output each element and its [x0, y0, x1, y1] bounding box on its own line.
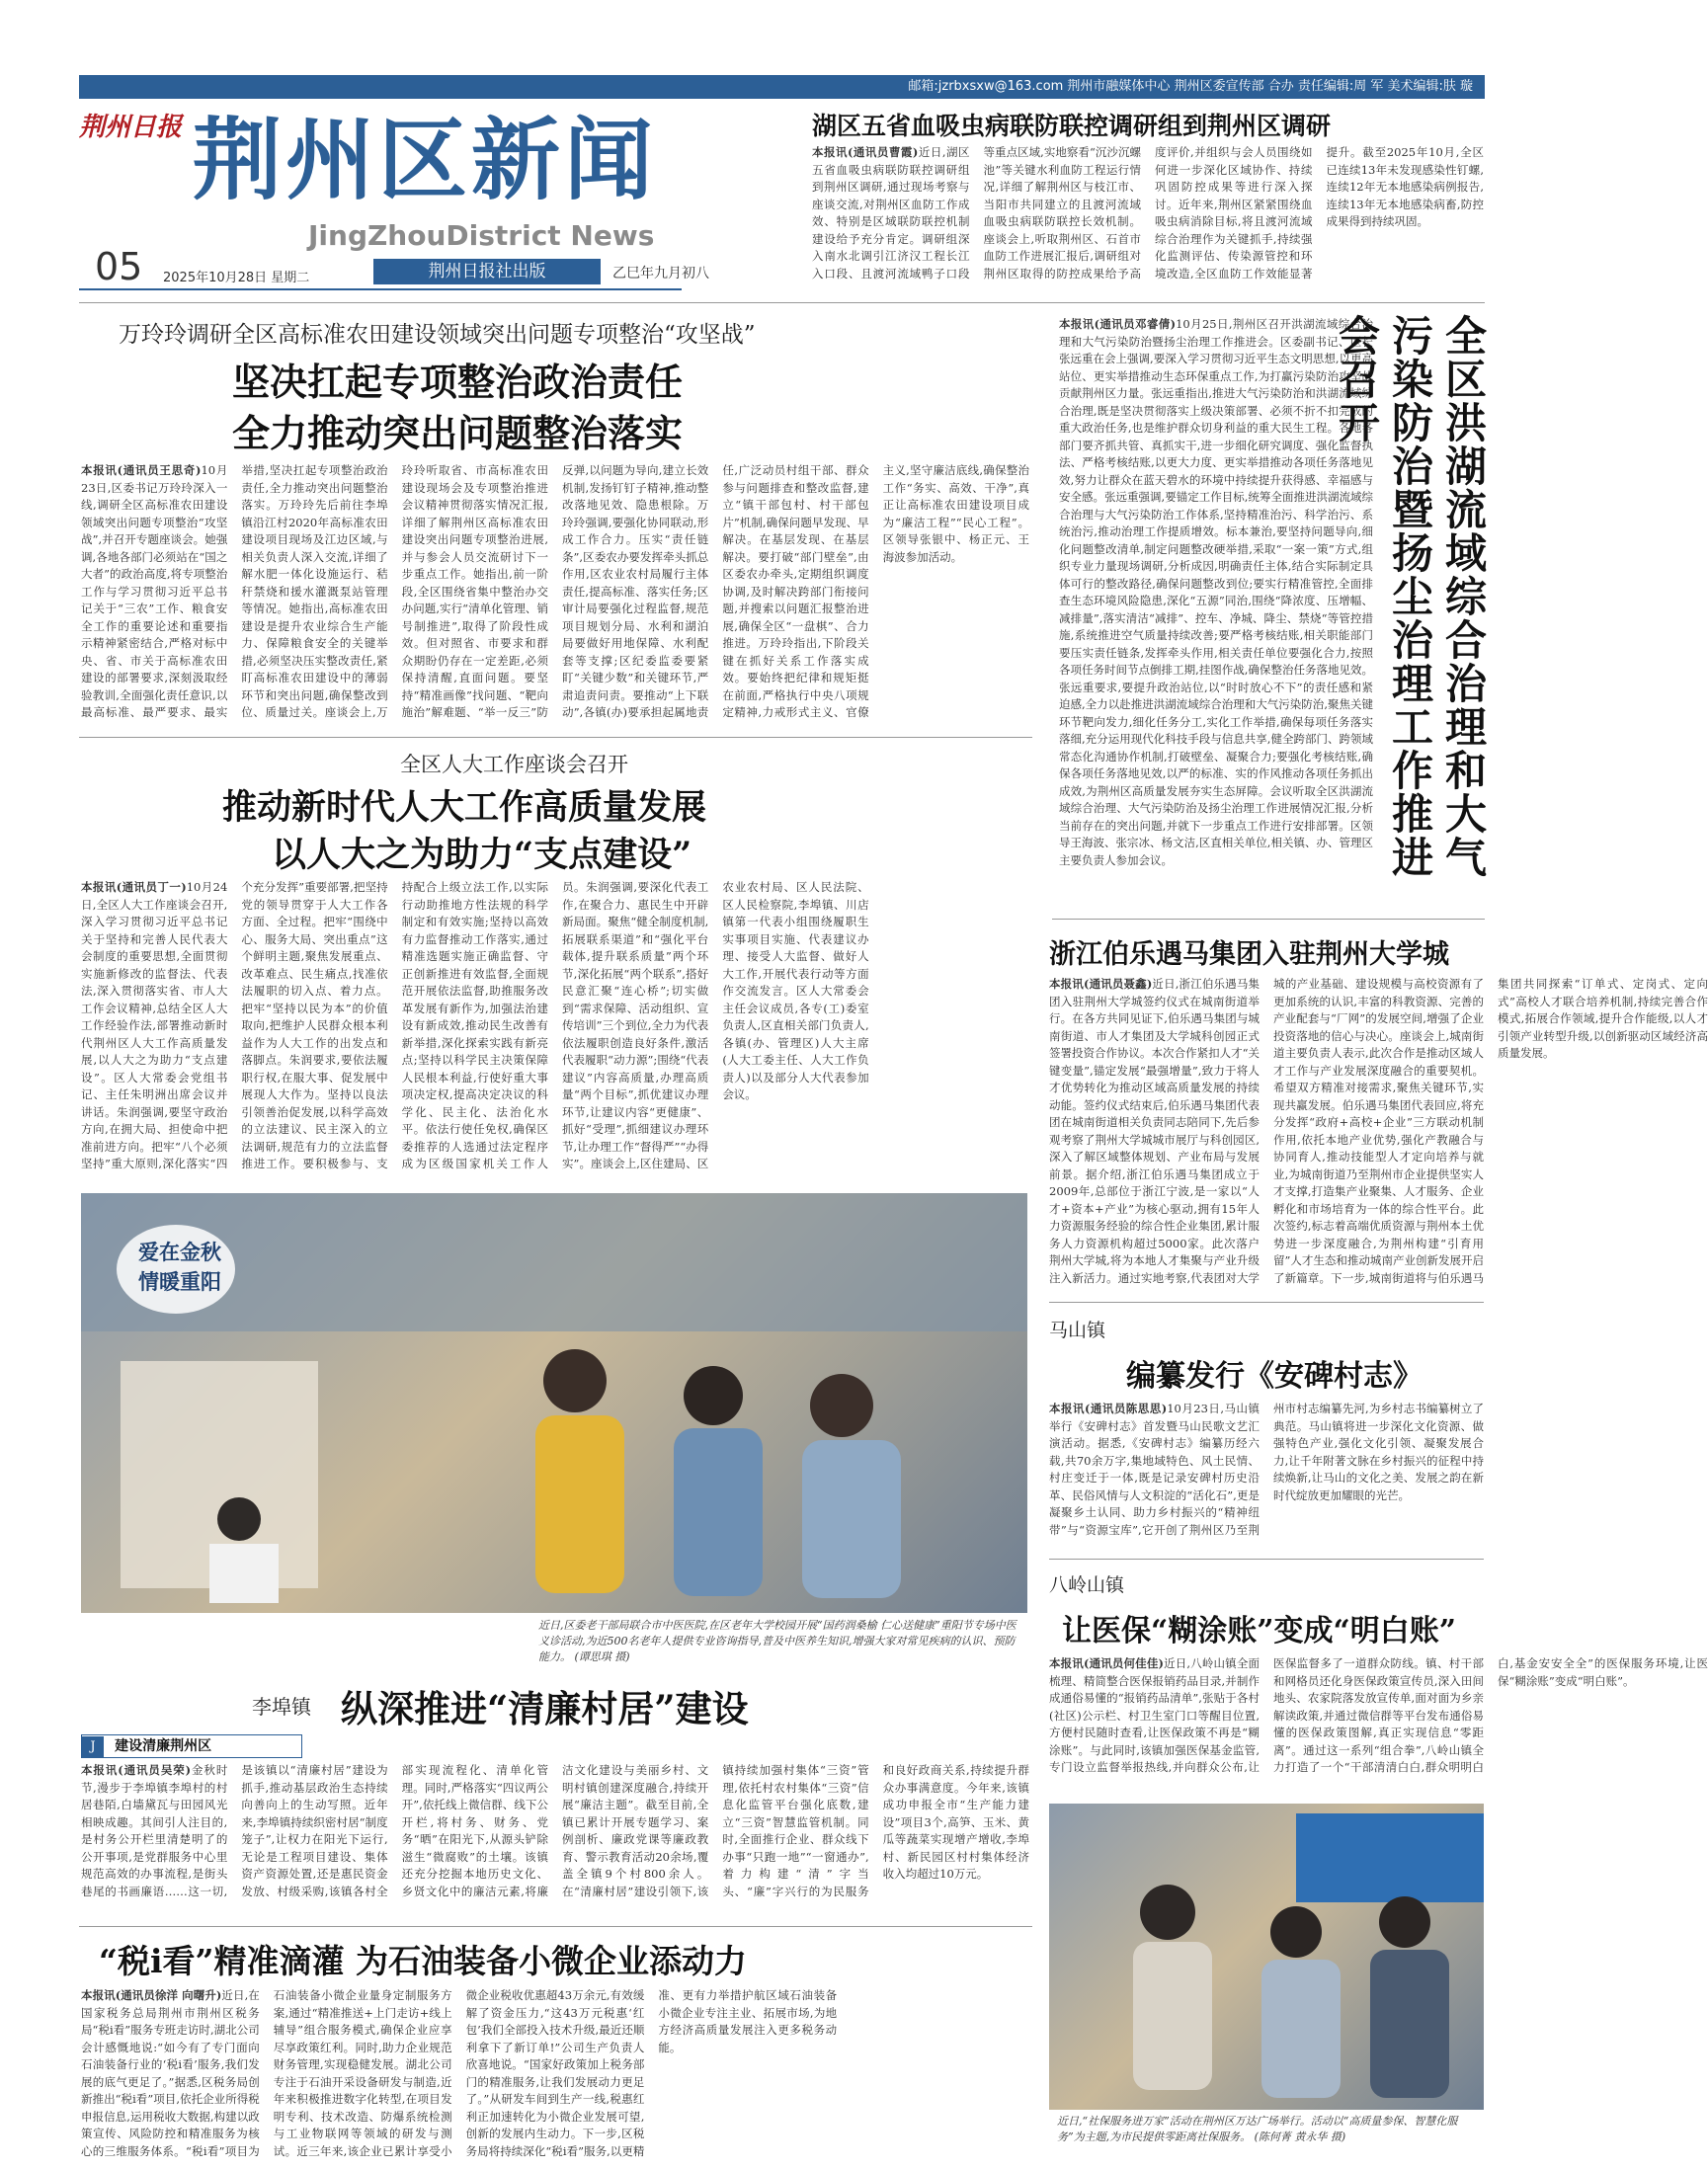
npc-lead: 本报讯(通讯员丁一) [81, 880, 187, 894]
ecology-title: 全区洪湖流域综合治理和大气污染防治暨扬尘治理工作推进会召开 [1333, 314, 1488, 879]
divider [79, 737, 1032, 738]
lipu-text: 金秋时节,漫步于李埠镇李埠村的村居巷陌,白墙黛瓦与田园风光相映成趣。其间引人注目的,是村务公开栏里清楚明了的公开事项,是党群服务中心里规范高效的办事流程,是街头巷尾的书画廉语……这一切,是该镇以“清廉村居”建设为抓手,推动基层政治生态持续向善向上的生动写照。近年来,李埠镇持续织密村居“制度笼子”,让权力在阳光下运行,无论是工程项目建设、集体资产资源处置,还是惠民资金发放、村级采购,该镇各村全部实现流程化、清单化管理。同时,严格落实“四议两公开”,依托线上微信群、线下公开栏,将村务、财务、党务“晒”在阳光下,从源头铲除滋生“微腐败”的土壤。该镇还充分挖掘本地历史文化、乡贤文化中的廉洁元素,将廉洁文化建设与美丽乡村、文明村镇创建深度融合,持续开展“廉洁主题”。截至目前,全镇已累计开展专题学习、案例剖析、廉政党课等廉政教育、警示教育活动20余场,覆盖全镇9个村800余人。在“清廉村居”建设引领下,该镇持续加强村集体“三资”管理,依托村农村集体“三资”信息化监管平台强化底数,建立“三资”智慧监管机制。同时,全面推行企业、群众线下办事“只跑一地”“一窗通办”,着力构建“清”字当头、“廉”字兴行的为民服务和良好政商关系,持续提升群众办事满意度。今年来,该镇成功申报全市“生产能力建设”项目3个,高笋、玉米、黄瓜等蔬菜实现增产增收,李埠村、新民园区村村集体经济收入均超过10万元。 [81, 1763, 1029, 1898]
newspaper-brand: 荆州日报 [79, 113, 183, 142]
photo-social-security [1049, 1804, 1484, 2110]
divider [79, 302, 1485, 303]
page-title-en: JingZhouDistrict News [308, 219, 655, 252]
balingshan-lead: 本报讯(通讯员何佳佳) [1049, 1656, 1164, 1670]
mashan-body [1049, 1401, 1484, 1549]
lunar-date: 乙巳年九月初八 [612, 266, 709, 281]
zhejiang-title: 浙江伯乐遇马集团入驻荆州大学城 [1049, 939, 1449, 970]
schisto-lead: 本报讯(通讯员曹霞) [812, 145, 919, 159]
lipu-title: 纵深推进“清廉村居”建设 [341, 1687, 749, 1730]
farmland-title-1: 坚决扛起专项整治政治责任 [232, 360, 684, 404]
ecology-lead: 本报讯(通讯员邓睿倩) [1059, 317, 1177, 331]
tax-title: “税i看”精准滴灌 为石油装备小微企业添动力 [99, 1942, 747, 1980]
farmland-kicker: 万玲玲调研全区高标准农田建设领域突出问题专项整治“攻坚战” [119, 322, 756, 348]
lipu-town: 李埠镇 [252, 1695, 311, 1719]
column-badge [81, 1734, 302, 1758]
tax-text: 近日,在国家税务总局荆州市荆州区税务局“税i看”服务专班走访时,湖北公司会计感慨地说:“如今有了专门面向石油装备行业的‘税i看’服务,我们发展的底气更足了。”据悉,区税务局创新推出“税i看”项目,依托企业所得税申报信息,运用税收大数据,构建以政策宣传、风险防控和精准服务为核心的三维服务体系。“税i看”项目为石油装备小微企业量身定制服务方案,通过“精准推送+上门走访+线上辅导”组合服务模式,确保企业应享尽享政策红利。同时,助力企业规范财务管理,实现稳健发展。湖北公司专注于石油开采设备研发与制造,近年来积极推进数字化转型,在项目发明专利、技术改造、防爆系统检测与工业物联网等领域的研发与测试。近三年来,该企业已累计享受小微企业税收优惠超43万余元,有效缓解了资金压力,“这43万元税惠‘红包’我们全部投入技术升级,最近还顺利拿下了新订单!”公司生产负责人欣喜地说。“国家好政策加上税务部门的精准服务,让我们发展动力更足了。”从研发车间到生产一线,税惠红利正加速转化为小微企业发展可望,创新的发展内生动力。下一步,区税务局将持续深化“税i看”服务,以更精准、更有力举措护航区域石油装备小微企业专注主业、拓展市场,为地方经济高质量发展注入更多税务动能。 [81, 1988, 838, 2158]
divider [1049, 1302, 1484, 1303]
page-number: 05 [95, 245, 143, 288]
bottom-photo-caption-text: 近日,“社保服务进万家”活动在荆州区万达广场举行。活动以“高质量参保、智慧化服务”为主题,为市民提供零距离社保服务。 [1057, 2115, 1458, 2143]
publisher-badge: 荆州日报社出版 [373, 259, 601, 284]
divider [1049, 1559, 1484, 1560]
zhejiang-body [1049, 976, 1708, 1292]
lipu-body [81, 1762, 1029, 1916]
photo-illustration [1049, 1804, 1484, 2110]
photo-caption [538, 1618, 1022, 1671]
npc-kicker: 全区人大工作座谈会召开 [400, 753, 628, 776]
balingshan-text: 近日,八岭山镇全面梳理、精简整合医保报销药品目录,并制作成通俗易懂的“报销药品清单”,张贴于各村(社区)公示栏、村卫生室门口等醒目位置,方便村民随时查看,让医保政策不再是“糊涂账”。与此同时,该镇加强医保基金监管,专门设立监督举报热线,并向群众公布,让医保监督多了一道群众防线。镇、村干部和网格员还化身医保政策宣传员,深入田间地头、农家院落发放宣传单,面对面为乡亲解读政策,并通过微信群等平台发布通俗易懂的医保政策图解,真正实现信息“零距离”。通过这一系列“组合拳”,八岭山镇全力打造了一个“干部清清白白,群众明明白白,基金安安全全”的医保服务环境,让医保“糊涂账”变成“明白账”。 [1049, 1656, 1708, 1774]
bottom-photo-caption [1057, 2114, 1482, 2157]
zhejiang-text: 近日,浙江伯乐遇马集团入驻荆州大学城签约仪式在城南街道举行。在各方共同见证下,伯乐遇马集团与城南街道、市人才集团及大学城科创园正式签署投资合作协议。本次合作紧扣人才“关键变量”,锚定发展“最强增量”,致力于将人才优势转化为推动区域高质量发展的持续动能。签约仪式结束后,伯乐遇马集团代表团在城南街道相关负责同志陪同下,先后参观考察了荆州大学城城市展厅与科创园区,深入了解区域整体规划、产业布局与发展前景。据介绍,浙江伯乐遇马集团成立于2009年,总部位于浙江宁波,是一家以“人才+资本+产业”为核心驱动,拥有15年人力资源服务经验的综合性企业集团,累计服务人力资源机构超过5000家。此次落户荆州大学城,将为本地人才集聚与产业升级注入新活力。通过实地考察,代表团对大学城的产业基础、建设规模与高校资源有了更加系统的认识,丰富的科教资源、完善的产业配套与“厂网”的发展空间,增强了企业投资落地的信心与决心。座谈会上,城南街道主要负责人表示,此次合作是推动区域人才工作与产业发展深度融合的重要契机。希望双方精准对接需求,聚焦关键环节,实现共赢发展。伯乐遇马集团代表回应,将充分发挥“政府+高校+企业”三方联动机制作用,依托本地产业优势,强化产教融合与协同育人,推动技能型人才定向培养与就业,为城南街道乃至荆州市企业提供坚实人才支撑,打造集产业聚集、人才服务、企业孵化和市场培育为一体的综合性平台。此次签约,标志着高端优质资源与荆州本土优势进一步深度融合,为荆州构建“引育用留”人才生态和推动城南产业创新发展开启了新篇章。下一步,城南街道将与伯乐遇马集团共同探索“订单式、定岗式、定向式”高校人才联合培养机制,持续完善合作模式,拓展合作领域,提升合作能级,以人才引领产业转型升级,以创新驱动区域经济高质量发展。 [1049, 977, 1708, 1285]
photo-caption-text: 近日,区委老干部局联合市中医医院,在区老年大学校园开展“国药润桑榆 仁心送健康”重阳节专场中医义诊活动,为近500名老年人提供专业咨询指导,普及中医养生知识,增强大家对常见疾病的认识、预防能力。 [538, 1619, 1017, 1663]
divider [79, 1926, 1032, 1927]
npc-text: 10月24日,全区人大工作座谈会召开,深入学习贯彻习近平总书记关于坚持和完善人民代表大会制度的重要思想,全面贯彻实施新修改的监督法、代表法,深入贯彻落实省、市人大工作会议精神,总结全区人大工作经验作法,部署推动新时代荆州区人大工作高质量发展,以人大之为助力“支点建设”。区人大常委会党组书记、主任朱明洲出席会议并讲话。朱润强调,要坚守政治方向,在拥大局、担使命中把准前进方向。把牢“八个必须坚持”重大原则,深化落实“四个充分发挥”重要部署,把坚持党的领导贯穿于人大工作各方面、全过程。把牢“围绕中心、服务大局、突出重点”这个鲜明主题,聚焦发展重点、改革难点、民生痛点,找准依法履职的切入点、着力点。把牢“坚持以民为本”的价值取向,把维护人民群众根本利益作为人大工作的出发点和落脚点。朱润要求,要依法履职行权,在服大事、促发展中展现人大作为。坚持以良法引领善治促发展,以科学高效的立法建议、民主深入的立法调研,规范有力的立法监督推进工作。要积极参与、支持配合上级立法工作,以实际行动助推地方性法规的科学制定和有效实施;坚持以高效有力监督推动工作落实,通过精准选题实施正确监督、守正创新推进有效监督,全面规范开展依法监督,助推服务改革发展有新作为,加强法治建设有新成效,推动民生改善有新举措,深化探索实践有新亮点;坚持以科学民主决策保障人民根本利益,行使好重大事项决定权,提高决定决议的科学化、民主化、法治化水平。依法行使任免权,确保区委推荐的人选通过法定程序成为区级国家机关工作人员。朱润强调,要深化代表工作,在聚合力、惠民生中开辟新局面。聚焦“健全制度机制,拓展联系渠道”和“强化平台载体,提升联系质量”两个环节,深化拓展“两个联系”,搭好民意汇聚“连心桥”;切实做到“需求保障、活动组织、宣传培训”三个到位,全力为代表依法履职创造良好条件,激活代表履职“动力源”;围绕“代表建议”内容高质量,办理高质量“两个目标”,抓优建议办理环节,让建议内容“更健康”、抓好“受理”,抓细建议办理环节,让办理工作“督得严”“办得实”。座谈会上,区住建局、区农业农村局、区人民法院、区人民检察院,李埠镇、川店镇第一代表小组围绕履职生实事项目实施、代表建议办理、接受人大监督、做好人大工作,开展代表行动等方面作交流发言。区人大常委会主任会议成员,各专(工)委室负责人,区直相关部门负责人,各镇(办、管理区)人大主席(人大工委主任、人大工作负责人)以及部分人大代表参加会议。 [81, 880, 869, 1170]
farmland-text: 10月23日,区委书记万玲玲深入一线,调研全区高标准农田建设领域突出问题专项整治“攻坚战”,并召开专题座谈会。她强调,各地各部门必须站在“国之大者”的政治高度,将专项整治工作与学习贯彻习近平总书记关于“三农”工作、粮食安全工作的重要论述和重要指示精神紧密结合,严格对标中央、省、市关于高标准农田建设的部署要求,深刻汲取经验教训,全面强化责任意识,以最高标准、最严要求、最实举措,坚决扛起专项整治政治责任,全力推动突出问题整治落实。万玲玲先后前往李埠镇沿江村2020年高标准农田建设项目现场及江边区域,与相关负责人深入交流,详细了解水肥一体化设施运行、秸秆禁烧和援水灌溉泵站管理等情况。她指出,高标准农田建设是提升农业综合生产能力、保障粮食安全的关键举措,必须坚决压实整改责任,紧盯高标准农田建设中的薄弱环节和突出问题,确保整改到位、质量过关。座谈会上,万玲玲听取省、市高标准农田建设现场会及专项整治推进会议精神贯彻落实情况汇报,详细了解荆州区高标准农田建设突出问题专项整治进展,并与参会人员交流研讨下一步重点工作。她指出,前一阶段,全区围绕省集中整治办交办问题,实行“清单化管理、销号制推进”,取得了阶段性成效。但对照省、市要求和群众期盼仍存在一定差距,必须保持清醒,直面问题。要坚持“精准画像”找问题、“靶向施治”解难题、“举一反三”防反弹,以问题为导向,建立长效机制,发扬钉钉子精神,推动整改落地见效、隐患根除。万玲玲强调,要强化协同联动,形成工作合力。压实“责任链条”,区委农办要发挥牵头抓总作用,区农业农村局履行主体责任,提高标准、落实任务;区审计局要强化过程监督,规范项目规划分局、水利和湖泊局要做好用地保障、水利配套等支撑;区纪委监委要紧盯“关键少数”和关键环节,严肃追责问责。要推动“上下联动”,各镇(办)要承担起属地责任,广泛动员村组干部、群众参与问题排查和整改监督,建立“镇干部包村、村干部包片”机制,确保问题早发现、早解决。在基层发现、在基层解决。要打破“部门壁垒”,由区委农办牵头,定期组织调度协调,及时解决跨部门衔接问题,并搜索以问题汇报整治进展,确保全区“一盘棋”、合力推进。万玲玲指出,下阶段关键在抓好关系工作落实成效。要始终把纪律和规矩挺在前面,严格执行中央八项规定精神,力戒形式主义、官僚主义,坚守廉洁底线,确保整治工作“务实、高效、干净”,真正让高标准农田建设项目成为“廉洁工程”“民心工程”。区领导张银中、杨正元、王海波参加活动。 [81, 463, 1029, 719]
mashan-lead: 本报讯(通讯员陈思思) [1049, 1402, 1168, 1415]
zhejiang-lead: 本报讯(通讯员聂鑫) [1049, 977, 1153, 991]
page-title: 荆州区新闻 [193, 108, 657, 212]
schisto-body [812, 144, 1484, 294]
ecology-text: 10月25日,荆州区召开洪湖流域综合治理和大气污染防治暨扬尘治理工作推进会。区委副书记、区长张远重在会上强调,要深入学习贯彻习近平生态文明思想,以更高站位、更实举措推动生态环保重点工作,为打赢污染防治攻坚战贡献荆州区力量。张远重指出,推进大气污染防治和洪湖流域综合治理,既是坚决贯彻落实上级决策部署、必须不折不扣完成的重大政治任务,也是维护群众切身利益的重大民生工程。各地各部门要齐抓共管、真抓实干,进一步细化研究调度、强化监督执法、严格考核结账,以更大力度、更实举措推动各项任务落地见效,努力让群众在蓝天碧水的环境中持续提升获得感、幸福感与安全感。张远重强调,要锚定工作目标,统筹全面推进洪湖流域综合治理与大气污染防治工作体系,坚持精准治污、科学治污、系统治污,推动治理工作提质增效。标本兼治,要坚持问题导向,细化问题整改清单,制定问题整改硬举措,采取“一案一策”方式,组织专业力量现场调研,分析成因,明确责任主体,结合实际制定具体可行的整改路径,确保问题整改到位;要实行精准管控,全面排查生态环境风险隐患,深化“五源”同治,围绕“降浓度、压增幅、减排量”,落实清洁“减排”、控车、净城、降尘、禁烧“等管控措施,系统推进空气质量持续改善;要严格考核结账,相关职能部门要压实责任链条,发挥牵头作用,相关责任单位要强化合力,按照各项任务时间节点倒排工期,挂图作战,确保整治任务落地见效。张远重要求,要提升政治站位,以“时时放心不下”的责任感和紧迫感,全力以赴推进洪湖流域综合治理和大气污染防治,聚焦关键环节靶向发力,细化任务分工,实化工作举措,确保每项任务落实落细,充分运用现代化科技手段与信息共享,健全跨部门、跨领域常态化沟通协作机制,打破壁垒、凝聚合力;要强化考核结账,确保各项任务落地见效,以严的标准、实的作风推动各项任务抓出成效,为荆州区高质量发展夯实生态屏障。会议听取全区洪湖流域综合治理、大气污染防治及扬尘治理工作进展情况汇报,分析当前存在的突出问题,并就下一步重点工作进行安排部署。区领导王海波、张宗冰、杨文洁,区直相关单位,相关镇、办、管理区主要负责人参加会议。 [1059, 317, 1373, 867]
farmland-lead: 本报讯(通讯员王思奇) [81, 463, 202, 477]
mashan-town: 马山镇 [1049, 1320, 1106, 1341]
column-badge-label: 建设清廉荆州区 [115, 1738, 212, 1754]
farmland-title-2: 全力推动突出问题整治落实 [232, 411, 684, 455]
photo-title-2: 情暖重阳 [138, 1269, 221, 1294]
bottom-photo-credit: (陈何菁 黄永华 摄) [1254, 2130, 1346, 2143]
balingshan-town: 八岭山镇 [1049, 1574, 1125, 1596]
mashan-title: 编纂发行《安碑村志》 [1126, 1359, 1423, 1394]
issue-date: 2025年10月28日 星期二 [163, 271, 310, 285]
mashan-text: 10月23日,马山镇举行《安碑村志》首发暨马山民歌文艺汇演活动。据悉,《安碑村志》编纂历经六载,共70余万字,集地域特色、风土民情、村庄变迁于一体,既是记录安碑村历史沿革、民俗风情与人文积淀的“活化石”,更是凝聚乡土认同、助力乡村振兴的“精神纽带”与“资源宝库”,它开创了荆州区乃至荆州市村志编纂先河,为乡村志书编纂树立了典范。马山镇将进一步深化文化资源、做强特色产业,强化文化引领、凝聚发展合力,让千年附著文脉在乡村振兴的征程中持续焕新,让马山的文化之美、发展之韵在新时代绽放更加耀眼的光芒。 [1049, 1402, 1484, 1537]
tax-lead: 本报讯(通讯员徐洋 向曙升) [81, 1988, 222, 2002]
farmland-body [81, 462, 1029, 727]
ecology-body [1059, 316, 1373, 909]
balingshan-body [1049, 1655, 1708, 1789]
masthead-rule [79, 288, 682, 290]
npc-body [81, 879, 1029, 1180]
schisto-text: 近日,湖区五省血吸虫病联防联控调研组到荆州区调研,通过现场考察与座谈交流,对荆州区血防工作成效、特别是区域联防联控机制建设给予充分肯定。调研组深入南水北调引江济汉工程长江入口段、且渡河流域鸭子口段等重点区域,实地察看“沉沙沉螺池”等关键水利血防工程运行情况,详细了解荆州区与枝江市、当阳市共同建立的且渡河流域血吸虫病联防联控长效机制。座谈会上,听取荆州区、石首市血防工作进展汇报后,调研组对荆州区取得的防控成果给予高度评价,并组织与会人员围绕如何进一步深化区域协作、持续巩固防控成果等进行深入探讨。近年来,荆州区紧紧围绕血吸虫病消除目标,将且渡河流域综合治理作为关键抓手,持续强化监测评估、传染源管控和环境改造,全区血防工作效能显著提升。截至2025年10月,全区已连续13年未发现感染性钉螺,连续12年无本地感染病例报告,连续13年无本地感染病畜,防控成果得到持续巩固。 [812, 145, 1484, 281]
npc-title-1: 推动新时代人大工作高质量发展 [222, 787, 707, 828]
photo-credit: (谭思琪 摄) [574, 1650, 630, 1663]
schisto-title: 湖区五省血吸虫病联防联控调研组到荆州区调研 [812, 112, 1332, 140]
divider [1052, 919, 1485, 920]
contact-bar: 邮箱:jzrbxsxw@163.com 荆州市融媒体中心 荆州区委宣传部 合办 责任编辑:周 军 美术编辑:肤 璇 [79, 75, 1485, 99]
npc-title-2: 以人大之为助力“支点建设” [272, 835, 692, 875]
tax-body [81, 1987, 1029, 2165]
lipu-lead: 本报讯(通讯员吴荣) [81, 1763, 192, 1777]
column-icon: J [82, 1736, 104, 1758]
balingshan-title: 让医保“糊涂账”变成“明白账” [1062, 1614, 1457, 1648]
photo-title-1: 爱在金秋 [138, 1240, 221, 1264]
